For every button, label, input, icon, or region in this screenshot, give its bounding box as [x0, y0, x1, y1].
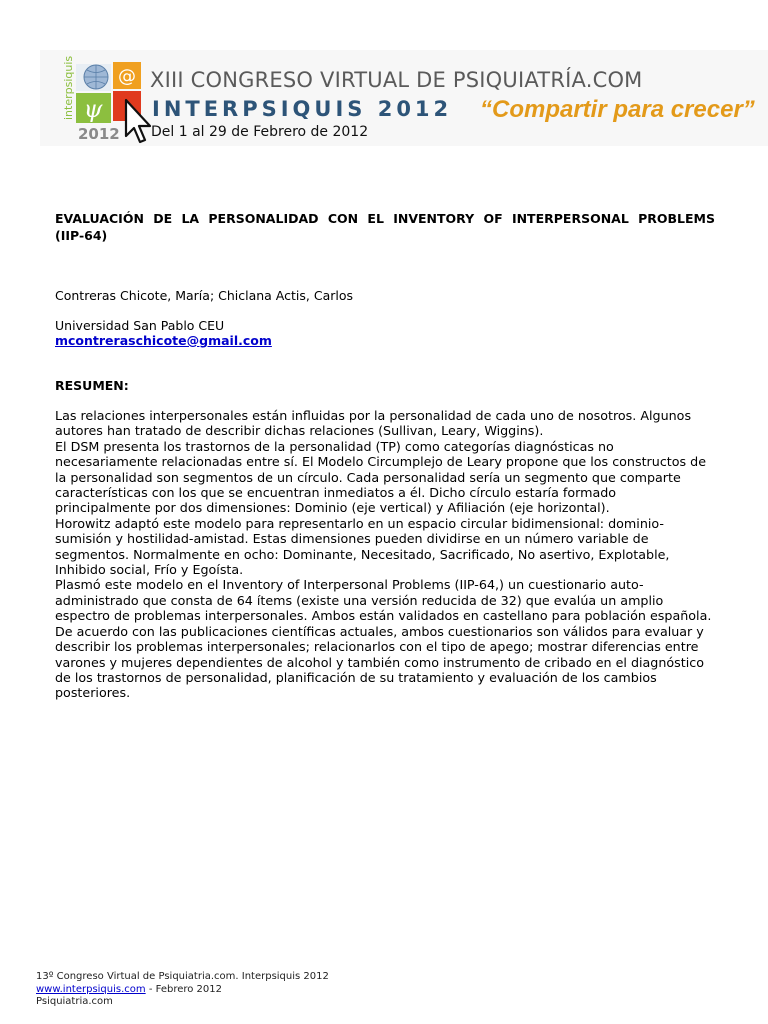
congress-dates: Del 1 al 29 de Febrero de 2012 — [151, 124, 369, 140]
logo-vertical-text: interpsiquis — [62, 55, 75, 120]
brand-name: INTERPSIQUIS 2012 — [152, 97, 453, 121]
footer-line-publisher: Psiquiatria.com — [36, 996, 113, 1007]
psi-icon: ψ — [83, 95, 103, 123]
article-body — [55, 210, 715, 701]
footer-line-congress: 13º Congreso Virtual de Psiquiatria.com. Interpsiquis 2012 — [36, 971, 329, 982]
interpsiquis-logo — [52, 50, 152, 146]
abstract-paragraph: Plasmó este modelo en el Inventory of Interpersonal Problems (IIP-64,) un cuestionario auto-administrado que consta de 64 ítems (existe una versión reducida de 32) que evalúa un amplio espectro de problemas interpersonales. Ambos están validados en castellano para población española. — [55, 577, 712, 624]
article-affiliation: Universidad San Pablo CEU — [55, 318, 225, 333]
abstract-heading: RESUMEN: — [55, 378, 129, 393]
at-icon: @ — [118, 66, 136, 87]
footer-website-link[interactable]: www.interpsiquis.com — [36, 983, 146, 995]
logo-year: 2012 — [78, 125, 120, 143]
abstract-paragraph: El DSM presenta los trastornos de la personalidad (TP) como categorías diagnósticas no necesariamente relacionadas entre sí. El Modelo Circumplejo de Leary propone que los constructos de la personalidad son segmentos de un círculo. Cada personalidad sería un segmento que comparte características con los que se encuentran inmediatos a él. Dicho círculo estaría formado principalmente por dos dimensiones: Dominio (eje vertical) y Afiliación (eje horizontal). — [55, 438, 707, 516]
congress-title: XIII CONGRESO VIRTUAL DE PSIQUIATRÍA.COM — [150, 68, 643, 92]
article-title: EVALUACIÓN DE LA PERSONALIDAD CON EL INVENTORY OF INTERPERSONAL PROBLEMS (IIP-64) — [55, 211, 715, 243]
congress-banner — [40, 50, 768, 146]
footer-line-website — [36, 984, 329, 997]
footer-date: - Febrero 2012 — [145, 983, 223, 995]
slogan: “Compartir para crecer” — [480, 96, 755, 123]
page-footer — [36, 971, 329, 1009]
abstract-text — [55, 408, 715, 701]
abstract-paragraph: Las relaciones interpersonales están influidas por la personalidad de cada uno de nosotros. Algunos autores han tratado de describir dichas relaciones (Sullivan, Leary, Wiggins). — [55, 408, 692, 439]
abstract-paragraph: De acuerdo con las publicaciones científicas actuales, ambos cuestionarios son válidos para evaluar y describir los problemas interpersonales; relacionarlos con el tipo de apego; mostrar diferencias entre varones y mujeres dependientes de alcohol y también como instrumento de cribado en el diagnóstico de los trastornos de personalidad, planificación de su tratamiento y evaluación de los cambios posteriores. — [55, 623, 705, 701]
author-email-link[interactable]: mcontreraschicote@gmail.com — [55, 333, 272, 348]
article-authors: Contreras Chicote, María; Chiclana Actis, Carlos — [55, 288, 354, 303]
abstract-paragraph: Horowitz adaptó este modelo para representarlo en un espacio circular bidimensional: dominio-sumisión y hostilidad-amistad. Estas dimensiones pueden dividirse en un número variable de segmentos. Normalmente en ocho: Dominante, Necesitado, Sacrificado, No asertivo, Explotable, Inhibido social, Frío y Egoísta. — [55, 515, 670, 578]
